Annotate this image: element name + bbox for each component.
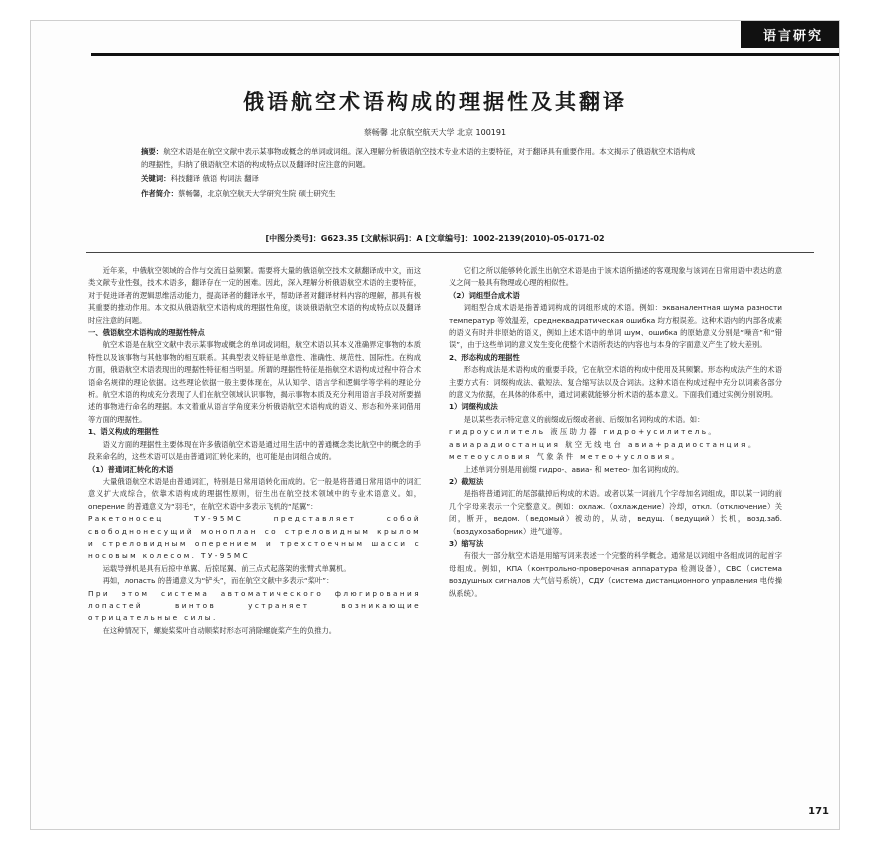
author-bio-line [141,188,701,201]
body-paragraph: 词组型合成术语是指普通词构成的词组形成的术语。例如：экваналентная шума разности температур 等效温差，среднеквадратическая ошибка 均方根误差。这种术语内的内部各成素的语义有时并非原始的语义，例如上述术语中的单词 шум、ошибка 的原始意义分别是“噪音”和“错误”，由于这些单词的意义发生变化使整个术语所表达的内容也与本身的字面意义产生了较大差别。 [449,303,782,350]
body-paragraph: 它们之所以能够转化派生出航空术语是由于该术语所描述的客观现象与该词在日常用语中表达的意义之间一般具有物理或心理的相似性。 [449,266,782,288]
russian-example: авиарадиостанция 航空无线电台 авиа+радиостанция。 [449,439,758,449]
russian-example: метеоусловия 气象条件 метео+условия。 [449,452,682,462]
body-paragraph: 有很大一部分航空术语是用缩写词来表述一个完整的科学概念。通常是以词组中各组成词的起首字母组成。例如，КПА（контрольно-проверочная аппаратура 检测设备），СВС（система воздушных сигналов 大气信号系统），СДУ（система дистанционного управления 电传操纵系统）。 [449,551,782,598]
left-column [88,265,421,637]
body-paragraph: 形态构成法是术语构成的重要手段，它在航空术语的构成中使用及其频繁。形态构成法产生的术语主要方式有：词缀构成法、截短法、复合缩写法以及合词法。这种术语在构成过程中充分以词素各部分的意义为依据，在具体的体系中，通过词素就能够分析术语的基本意义。下面我们通过实例分别说明。 [449,365,782,400]
journal-page [30,20,840,830]
russian-example: При этом система автоматического флюгирования лопастей винтов устраняет возникающие отрицательные силы. [88,588,421,623]
abstract-label: 摘要： [141,147,164,156]
section-heading: 2）截短法 [449,476,484,486]
page-number: 171 [808,806,829,817]
body-paragraph: 是以某些表示特定意义的前缀或后缀或者前、后缀加名词构成的术语。如： [463,414,705,424]
article-title: 俄语航空术语构成的理据性及其翻译 [243,90,627,114]
body-paragraph: 航空术语是在航空文献中表示某事物或概念的单词或词组，航空术语以其本义准确界定事物的本质特性以及该事物与其他事物的相互联系。其典型表义特征是单意性、准确性、规范性、国际性。在构成方面，俄语航空术语表现出的理据性特征相当明显。所谓的理据性特征是指航空术语构成过程中符合术语命名规律的理论依据。这些理论依据一般主要体现在，从认知学、语言学和逻辑学等学科的理论分析。航空术语的构成充分表现了人们在航空领域认识事物，揭示事物本质及充分利用语言手段对所要描述的事物进行命名的理据。本文着重从语言学角度来分析俄语航空术语构成的语义、形态和外来词借用等方面的理据性。 [88,340,421,424]
section-tag: 语言研究 [741,21,839,48]
author-bio-label: 作者简介： [141,188,178,198]
body-paragraph: 语义方面的理据性主要体现在许多俄语航空术语是通过用生活中的普通概念类比航空中的概念的手段来命名的，这些术语可以是由普通词汇转化来的，也可能是由词组合成的。 [88,439,421,462]
keywords-label: 关键词： [141,174,171,183]
abstract-block [141,146,701,200]
author-bio-text: 蔡畅馨，北京航空航天大学研究生院 硕士研究生 [177,188,336,198]
author-line: 蔡畅馨 北京航空航天大学 北京 100191 [363,128,507,137]
section-heading: （1）普通词汇转化的术语 [88,464,174,474]
section-divider [86,252,814,253]
keywords-line [141,173,701,186]
body-paragraph: 在这种情况下，螺旋桨桨叶自动顺桨时形态可消除螺旋桨产生的负推力。 [102,625,337,635]
russian-example: гидроусилитель 液压助力器 гидро+усилитель。 [449,427,719,437]
section-heading: 2、形态构成的理据性 [449,352,520,362]
section-heading: 3）缩写法 [449,538,484,548]
abstract-text: 航空术语是在航空文献中表示某事物或概念的单词或词组。深入理解分析俄语航空技术专业术语的主要特征，对于翻译具有重要作用。本文揭示了俄语航空术语构成的理据性，归纳了俄语航空术语的构成特点以及翻译时应注意的问题。 [141,147,696,169]
body-paragraph: 是指将普通词汇的尾部截掉后构成的术语。或者以某一词前几个字母加名词组成，即以某一词的前几个字母来表示一个完整意义。例如：охлаж.（охлаждение）冷却，откл.（отключение）关闭，断开，ведом.（ведомый）被动的，从动，ведущ.（ведущий）长机，возд.заб.（воздухозаборник）进气道等。 [449,489,782,536]
body-paragraph: 上述单词分别是用前缀 гидро-、авиа- 和 метео- 加名词构成的。 [463,464,684,474]
section-heading: 1、语义构成的理据性 [88,427,159,437]
section-heading: （2）词组型合成术语 [449,290,520,300]
right-column [449,265,782,600]
keywords-text: 科技翻译 俄语 构词法 翻译 [170,174,259,183]
body-paragraph: 大量俄语航空术语是由普通词汇，特别是日常用语转化而成的。它一般是将普通日常用语中的词汇意义扩大成综合，依靠术语构成的理据性原则，衍生出在航空技术领域中的专业术语意义。如，оперение 的普通意义为“羽毛”，在航空术语中多表示飞机的“尾翼”： [88,476,421,511]
body-paragraph: 运载导弹机是具有后掠中单翼、后掠尾翼、前三点式起落架的张臂式单翼机。 [102,563,351,573]
body-paragraph: 近年来，中俄航空领域的合作与交流日益频繁。需要将大量的俄语航空技术文献翻译成中文，而这类文献专业性强，技术术语多，翻译存在一定的困难。因此，深入理解分析俄语航空术语的主要特征，对于促进译者的逻辑思维活动能力，提高译者的翻译水平，帮助译者对翻译材料内容的理解，都具有极其重要的推动作用。本文拟从俄语航空术语构成的理据性角度，谈谈俄语航空术语的构成特点以及翻译时应注意的问题。 [88,266,421,325]
abstract-paragraph [141,146,701,171]
classification-line: [中图分类号]：G623.35 [文献标识码]：A [文章编号]：1002-2139(2010)-05-0171-02 [265,234,605,243]
section-heading: 一、俄语航空术语构成的理据性特点 [88,328,205,338]
russian-example: Ракетоносец ТУ-95МС представляет собой свободнонесущий моноплан со стреловидным крылом и стреловидным оперением и трехстоечным шасси с носовым колесом. ТУ-95МС [88,514,421,561]
body-paragraph: 再如，лопасть 的普通意义为“铲头”，而在航空文献中多表示“桨叶”： [102,576,334,586]
header-rule [91,53,839,56]
section-heading: 1）词缀构成法 [449,402,498,412]
